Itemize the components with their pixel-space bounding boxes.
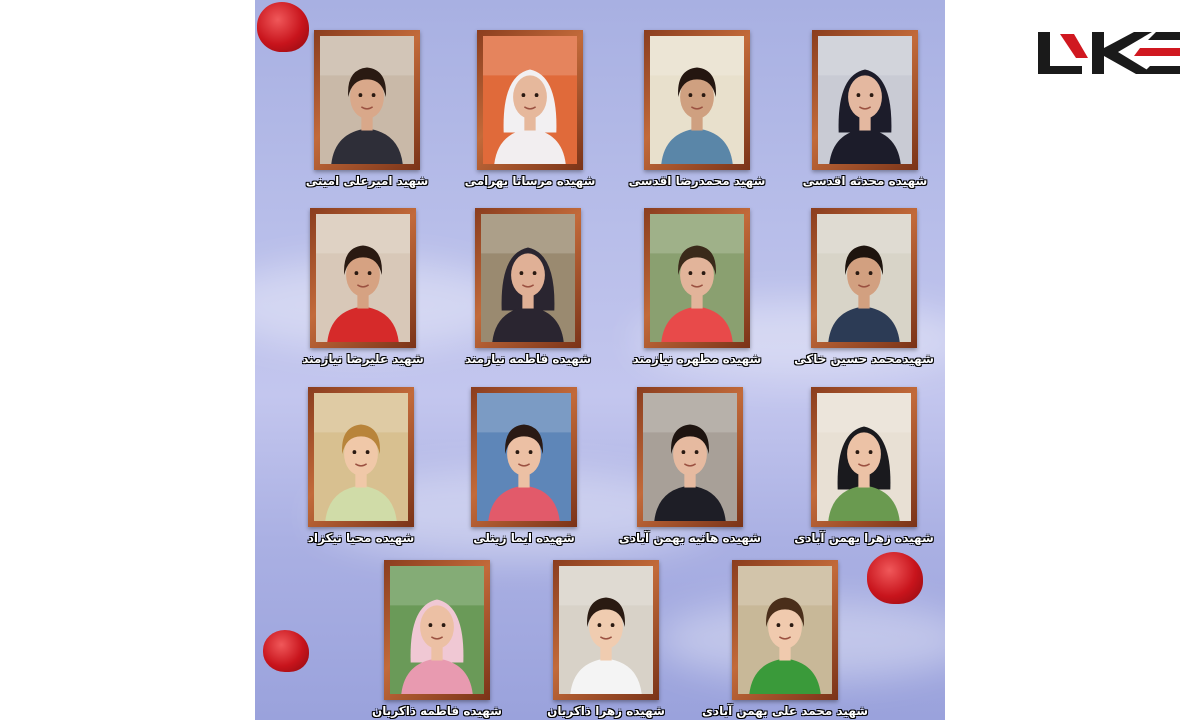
portrait-card [445, 30, 615, 188]
portrait-caption: شهیده محیا نیکزاد [307, 531, 415, 545]
portrait-photo [483, 36, 577, 164]
portrait-caption: شهید علیرضا نیازمند [302, 352, 424, 366]
portrait-photo [314, 393, 408, 521]
portrait-card [779, 387, 949, 545]
portrait-frame [812, 30, 918, 170]
portrait-photo [390, 566, 484, 694]
portrait-photo [481, 214, 575, 342]
portrait-photo [817, 214, 911, 342]
portrait-caption: شهیده زهرا ذاکریان [547, 704, 665, 718]
portrait-frame [644, 30, 750, 170]
logo-label: رکنا [1105, 22, 1107, 23]
portrait-frame [314, 30, 420, 170]
portrait-caption: شهید محمدرضا اقدسی [628, 174, 766, 188]
portrait-card [276, 387, 446, 545]
portrait-card [278, 208, 448, 366]
portrait-photo [316, 214, 410, 342]
portrait-card [443, 208, 613, 366]
portrait-caption: شهیده فاطمه ذاکریان [372, 704, 502, 718]
portrait-frame [811, 208, 917, 348]
portrait-card [779, 208, 949, 366]
portrait-frame [475, 208, 581, 348]
rokna-logo [1030, 22, 1180, 86]
portrait-frame [477, 30, 583, 170]
portrait-caption: شهید محمد علی بهمن آبادی [701, 704, 869, 718]
rose-petal [867, 552, 923, 604]
portrait-card [282, 30, 452, 188]
portrait-frame [644, 208, 750, 348]
portrait-photo [650, 214, 744, 342]
portrait-frame [471, 387, 577, 527]
portrait-frame [384, 560, 490, 700]
portrait-caption: شهیده فاطمه نیازمند [464, 352, 592, 366]
rose-petal [263, 630, 309, 672]
portrait-photo [559, 566, 653, 694]
portrait-caption: شهیده مطهره نیازمند [632, 352, 762, 366]
portrait-card [612, 208, 782, 366]
portrait-card [439, 387, 609, 545]
portrait-card [700, 560, 870, 718]
portrait-card [352, 560, 522, 718]
portrait-frame [637, 387, 743, 527]
portrait-photo [477, 393, 571, 521]
portrait-card [780, 30, 950, 188]
portrait-frame [553, 560, 659, 700]
portrait-caption: شهیده زهرا بهمن آبادی [794, 531, 934, 545]
portrait-card [521, 560, 691, 718]
portrait-caption: شهید امیرعلی امینی [305, 174, 429, 188]
portrait-frame [732, 560, 838, 700]
portrait-photo [643, 393, 737, 521]
portrait-card [605, 387, 775, 545]
portrait-photo [738, 566, 832, 694]
portrait-frame [811, 387, 917, 527]
portrait-photo [818, 36, 912, 164]
portrait-card [612, 30, 782, 188]
portrait-caption: شهیده مرسانا بهرامی [464, 174, 596, 188]
portrait-photo [817, 393, 911, 521]
portrait-photo [650, 36, 744, 164]
portrait-caption: شهیده محدثه اقدسی [802, 174, 928, 188]
portrait-caption: شهیده هانیه بهمن آبادی [618, 531, 762, 545]
portrait-caption: شهیدمحمد حسین خاکی [794, 352, 934, 366]
portrait-frame [310, 208, 416, 348]
portrait-caption: شهیده ایما زینلی [473, 531, 575, 545]
portrait-frame [308, 387, 414, 527]
portrait-photo [320, 36, 414, 164]
